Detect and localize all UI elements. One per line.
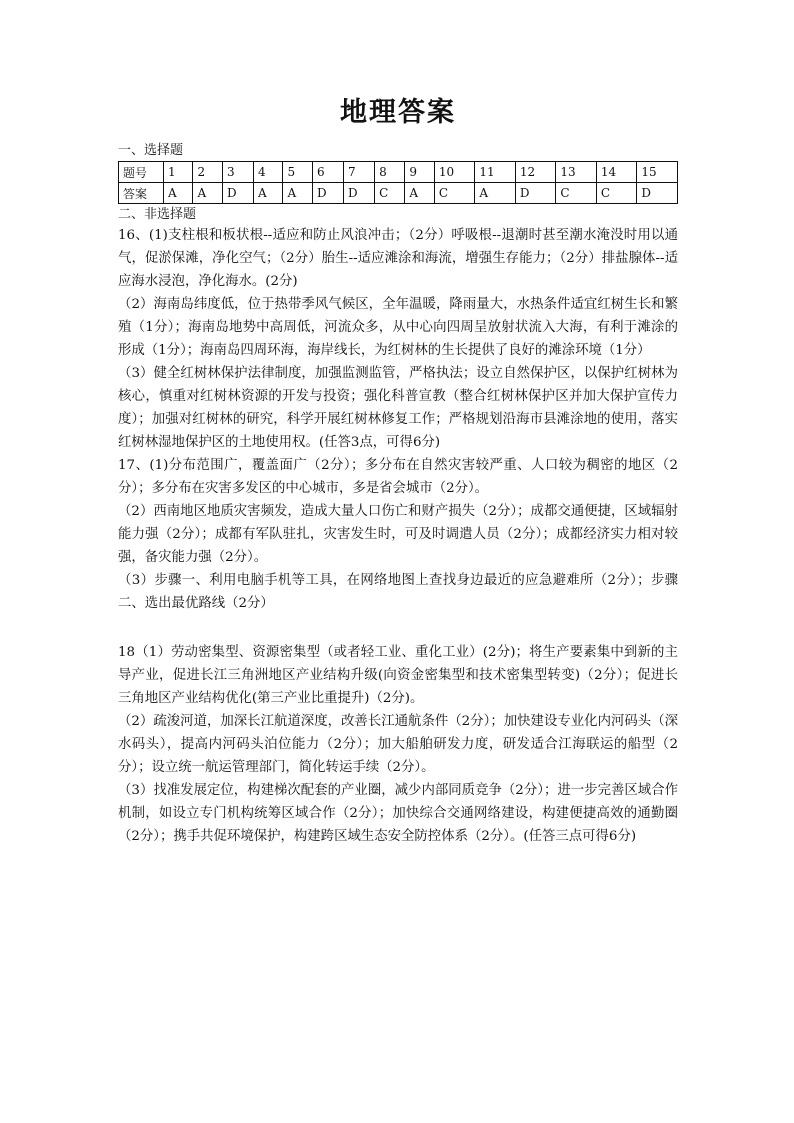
answer-table-row-numbers — [119, 162, 678, 183]
question-number: 6 — [312, 162, 343, 183]
answer-cell: A — [164, 183, 193, 204]
question-number: 9 — [405, 162, 434, 183]
answer-cell: A — [475, 183, 516, 204]
answer-paragraph-16-1: 16、(1)支柱根和板状根--适应和防止风浪冲击；（2分）呼吸根--退潮时甚至潮水淹没时用以通气，促淤保滩，净化空气；（2分）胎生--适应滩涂和海流，增强生存能力；（2分）排盐腺体--适应海水浸泡，净化海水。(2分) — [118, 228, 678, 289]
question-number: 2 — [193, 162, 222, 183]
question-number: 14 — [596, 162, 637, 183]
answer-paragraph-17-1: 17、(1)分布范围广，覆盖面广（2分）；多分布在自然灾害较严重、人口较为稠密的地区（2分）；多分布在灾害多发区的中心城市，多是省会城市（2分）。 — [118, 458, 678, 496]
answer-paragraph-16-3: （3）健全红树林保护法律制度，加强监测监管，严格执法；设立自然保护区，以保护红树林为核心，慎重对红树林资源的开发与投资；强化科普宣教（整合红树林保护区并加大保护宣传力度）；加强对红树林的研究，科学开展红树林修复工作；严格规划沿海市县滩涂地的使用，落实红树林湿地保护区的土地使用权。(任答3点，可得6分) — [118, 366, 678, 450]
answer-cell: D — [637, 183, 678, 204]
answer-cell: D — [344, 183, 375, 204]
row-label-numbers: 题号 — [119, 162, 164, 183]
question-number: 12 — [515, 162, 556, 183]
page-title: 地理答案 — [340, 97, 456, 128]
question-number: 1 — [164, 162, 193, 183]
answer-paragraph-17-3: （3）步骤一、利用电脑手机等工具，在网络地图上查找身边最近的应急避难所（2分）；步骤二、选出最优路线（2分） — [118, 573, 678, 611]
question-number: 10 — [434, 162, 475, 183]
answer-cell: C — [375, 183, 405, 204]
answer-table — [118, 161, 678, 204]
question-number: 13 — [556, 162, 597, 183]
section-heading-multiple-choice: 一、选择题 — [118, 143, 184, 158]
answer-paragraph-16-2: （2）海南岛纬度低，位于热带季风气候区，全年温暖，降雨量大，水热条件适宜红树生长和繁殖（1分）；海南岛地势中高周低，河流众多，从中心向四周呈放射状流入大海，有利于滩涂的形成（1分）；海南岛四周环海，海岸线长，为红树林的生长提供了良好的滩涂环境（1分） — [118, 297, 678, 358]
answer-table-row-answers — [119, 183, 678, 204]
answer-cell: A — [254, 183, 283, 204]
answer-cell: A — [283, 183, 312, 204]
answer-cell: D — [222, 183, 253, 204]
answer-paragraph-18-2: （2）疏浚河道，加深长江航道深度，改善长江通航条件（2分）；加快建设专业化内河码头（深水码头），提高内河码头泊位能力（2分）；加大船舶研发力度，研发适合江海联运的船型（2分）；设立统一航运管理部门，简化转运手续（2分）。 — [118, 714, 678, 775]
question-number: 8 — [375, 162, 405, 183]
answer-paragraph-18-1: 18（1）劳动密集型、资源密集型（或者轻工业、重化工业）(2分)；将生产要素集中到新的主导产业，促进长江三角洲地区产业结构升级(向资金密集型和技术密集型转变)（2分）；促进长三角地区产业结构优化(第三产业比重提升)（2分)。 — [118, 645, 678, 706]
answer-paragraph-18-3: （3）找准发展定位，构建梯次配套的产业圈，减少内部同质竞争（2分）；进一步完善区域合作机制，如设立专门机构统筹区域合作（2分）；加快综合交通网络建设，构建便捷高效的通勤圈（2分）；携手共促环境保护，构建跨区域生态安全防控体系（2分）。(任答三点可得6分) — [118, 783, 678, 844]
answer-cell: D — [312, 183, 343, 204]
answer-sheet — [118, 96, 678, 848]
answer-cell: D — [515, 183, 556, 204]
answer-cell: C — [434, 183, 475, 204]
question-number: 7 — [344, 162, 375, 183]
answer-cell: A — [405, 183, 434, 204]
question-number: 3 — [222, 162, 253, 183]
question-number: 11 — [475, 162, 516, 183]
answer-paragraph-17-2: （2）西南地区地质灾害频发，造成大量人口伤亡和财产损失（2分）；成都交通便捷，区域辐射能力强（2分）；成都有军队驻扎，灾害发生时，可及时调遣人员（2分）；成都经济实力相对较强，备灾能力强（2分）。 — [118, 504, 678, 565]
question-number: 4 — [254, 162, 283, 183]
section-heading-non-choice: 二、非选择题 — [118, 207, 197, 222]
answer-cell: C — [556, 183, 597, 204]
answer-cell: A — [193, 183, 222, 204]
paragraph-spacer — [118, 615, 678, 641]
row-label-answers: 答案 — [119, 183, 164, 204]
question-number: 5 — [283, 162, 312, 183]
question-number: 15 — [637, 162, 678, 183]
answer-cell: C — [596, 183, 637, 204]
